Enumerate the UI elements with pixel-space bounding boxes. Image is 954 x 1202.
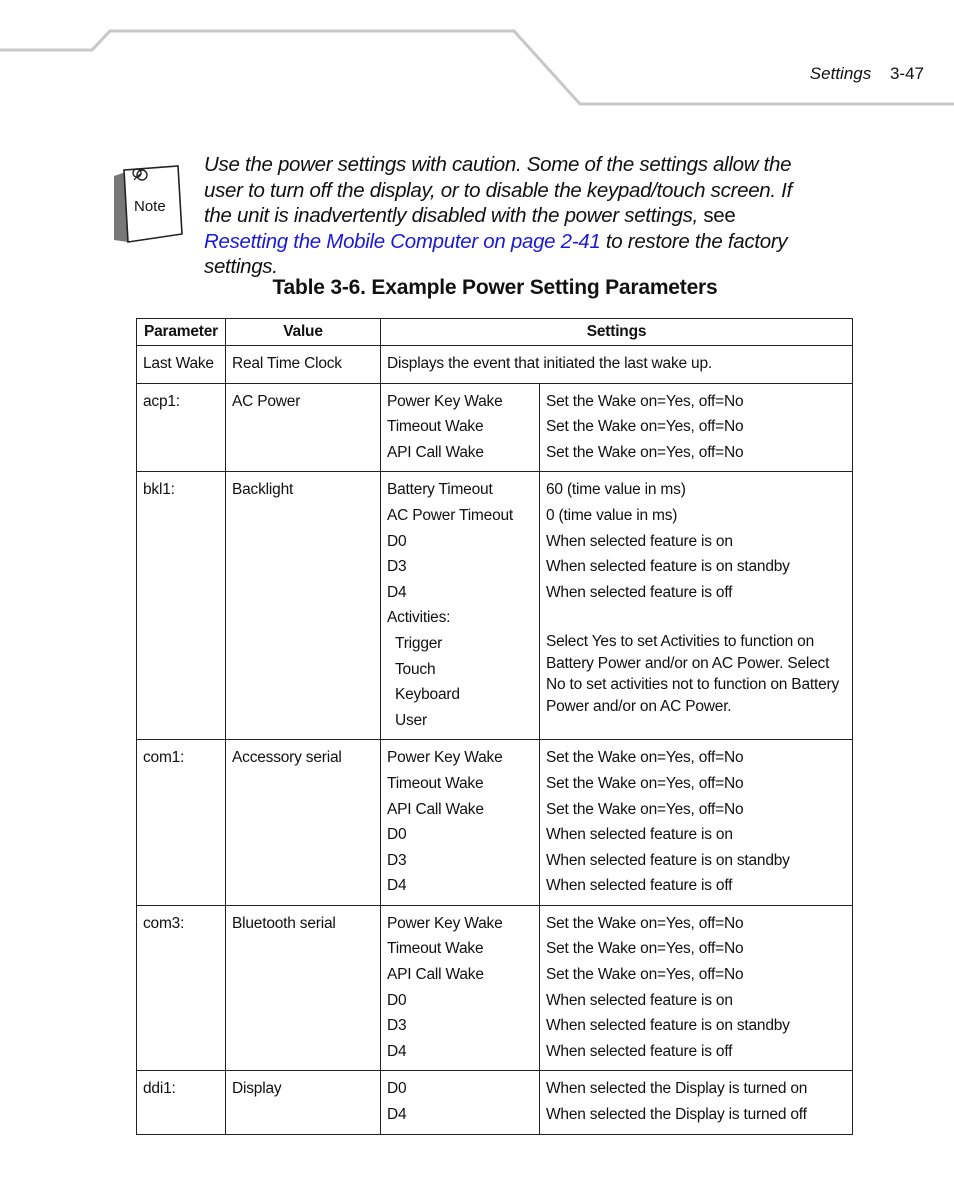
- setting-values-cell: 60 (time value in ms) 0 (time value in ms) When selected feature is on When selected feature is on standby When selected feature is off Select Yes to set Activities to function on Battery Power and/or on AC Power. Select No to set activities not to function on Battery Power and/or on AC Power.: [540, 472, 853, 740]
- section-name: Settings: [809, 64, 872, 83]
- setting-names-cell: Power Key Wake Timeout Wake API Call Wake D0 D3 D4: [381, 740, 540, 906]
- setting-names-cell: D0 D4: [381, 1071, 540, 1134]
- param-cell: ddi1:: [137, 1071, 226, 1134]
- running-head: [810, 64, 924, 84]
- table-header-row: [137, 319, 853, 346]
- table-row: [137, 1071, 853, 1134]
- setting-values-cell: Set the Wake on=Yes, off=No Set the Wake on=Yes, off=No Set the Wake on=Yes, off=No When selected feature is on When selected feature is on standby When selected feature is off: [540, 905, 853, 1071]
- value-cell: Display: [226, 1071, 381, 1134]
- activities-note: Select Yes to set Activities to function on Battery Power and/or on AC Power. Select No to set activities not to function on Battery Power and/or on AC Power.: [546, 632, 840, 715]
- note-icon-label: Note: [134, 198, 166, 215]
- note-text: Use the power settings with caution. Some of the settings allow the user to turn off the display, or to disable the keypad/touch screen. If the unit is inadvertently disabled with the power settings, see Resetting the Mobile Computer on page 2-41 to restore the factory settings.: [204, 153, 792, 278]
- reset-link[interactable]: Resetting the Mobile Computer on page 2-41: [204, 229, 601, 253]
- setting-values-cell: Set the Wake on=Yes, off=No Set the Wake on=Yes, off=No Set the Wake on=Yes, off=No: [540, 383, 853, 472]
- page-number: 3-47: [889, 64, 924, 83]
- setting-names-cell: Power Key Wake Timeout Wake API Call Wake: [381, 383, 540, 472]
- setting-names-cell: Battery Timeout AC Power Timeout D0 D3 D4 Activities: Trigger Touch Keyboard User: [381, 472, 540, 740]
- table-title: Table 3-6. Example Power Setting Parameters: [272, 276, 718, 299]
- param-cell: bkl1:: [137, 472, 226, 740]
- header-parameter: Parameter: [137, 319, 226, 346]
- param-cell: Last Wake: [137, 346, 226, 384]
- value-cell: Bluetooth serial: [226, 905, 381, 1071]
- param-cell: com1:: [137, 740, 226, 906]
- header-value: Value: [226, 319, 381, 346]
- header-decoration: [0, 0, 954, 110]
- note-icon: [112, 160, 186, 244]
- value-cell: Real Time Clock: [226, 346, 381, 384]
- setting-cell: Displays the event that initiated the last wake up.: [381, 346, 853, 384]
- value-cell: AC Power: [226, 383, 381, 472]
- table-row: [137, 346, 853, 384]
- setting-values-cell: Set the Wake on=Yes, off=No Set the Wake on=Yes, off=No Set the Wake on=Yes, off=No When selected feature is on When selected feature is on standby When selected feature is off: [540, 740, 853, 906]
- param-cell: acp1:: [137, 383, 226, 472]
- table-row: [137, 383, 853, 472]
- header-settings: Settings: [381, 319, 853, 346]
- setting-names-cell: Power Key Wake Timeout Wake API Call Wake D0 D3 D4: [381, 905, 540, 1071]
- table-row: [137, 905, 853, 1071]
- value-cell: Backlight: [226, 472, 381, 740]
- power-settings-table: [136, 318, 853, 1135]
- table-row: [137, 472, 853, 740]
- table-row: [137, 740, 853, 906]
- setting-values-cell: When selected the Display is turned on When selected the Display is turned off: [540, 1071, 853, 1134]
- param-cell: com3:: [137, 905, 226, 1071]
- value-cell: Accessory serial: [226, 740, 381, 906]
